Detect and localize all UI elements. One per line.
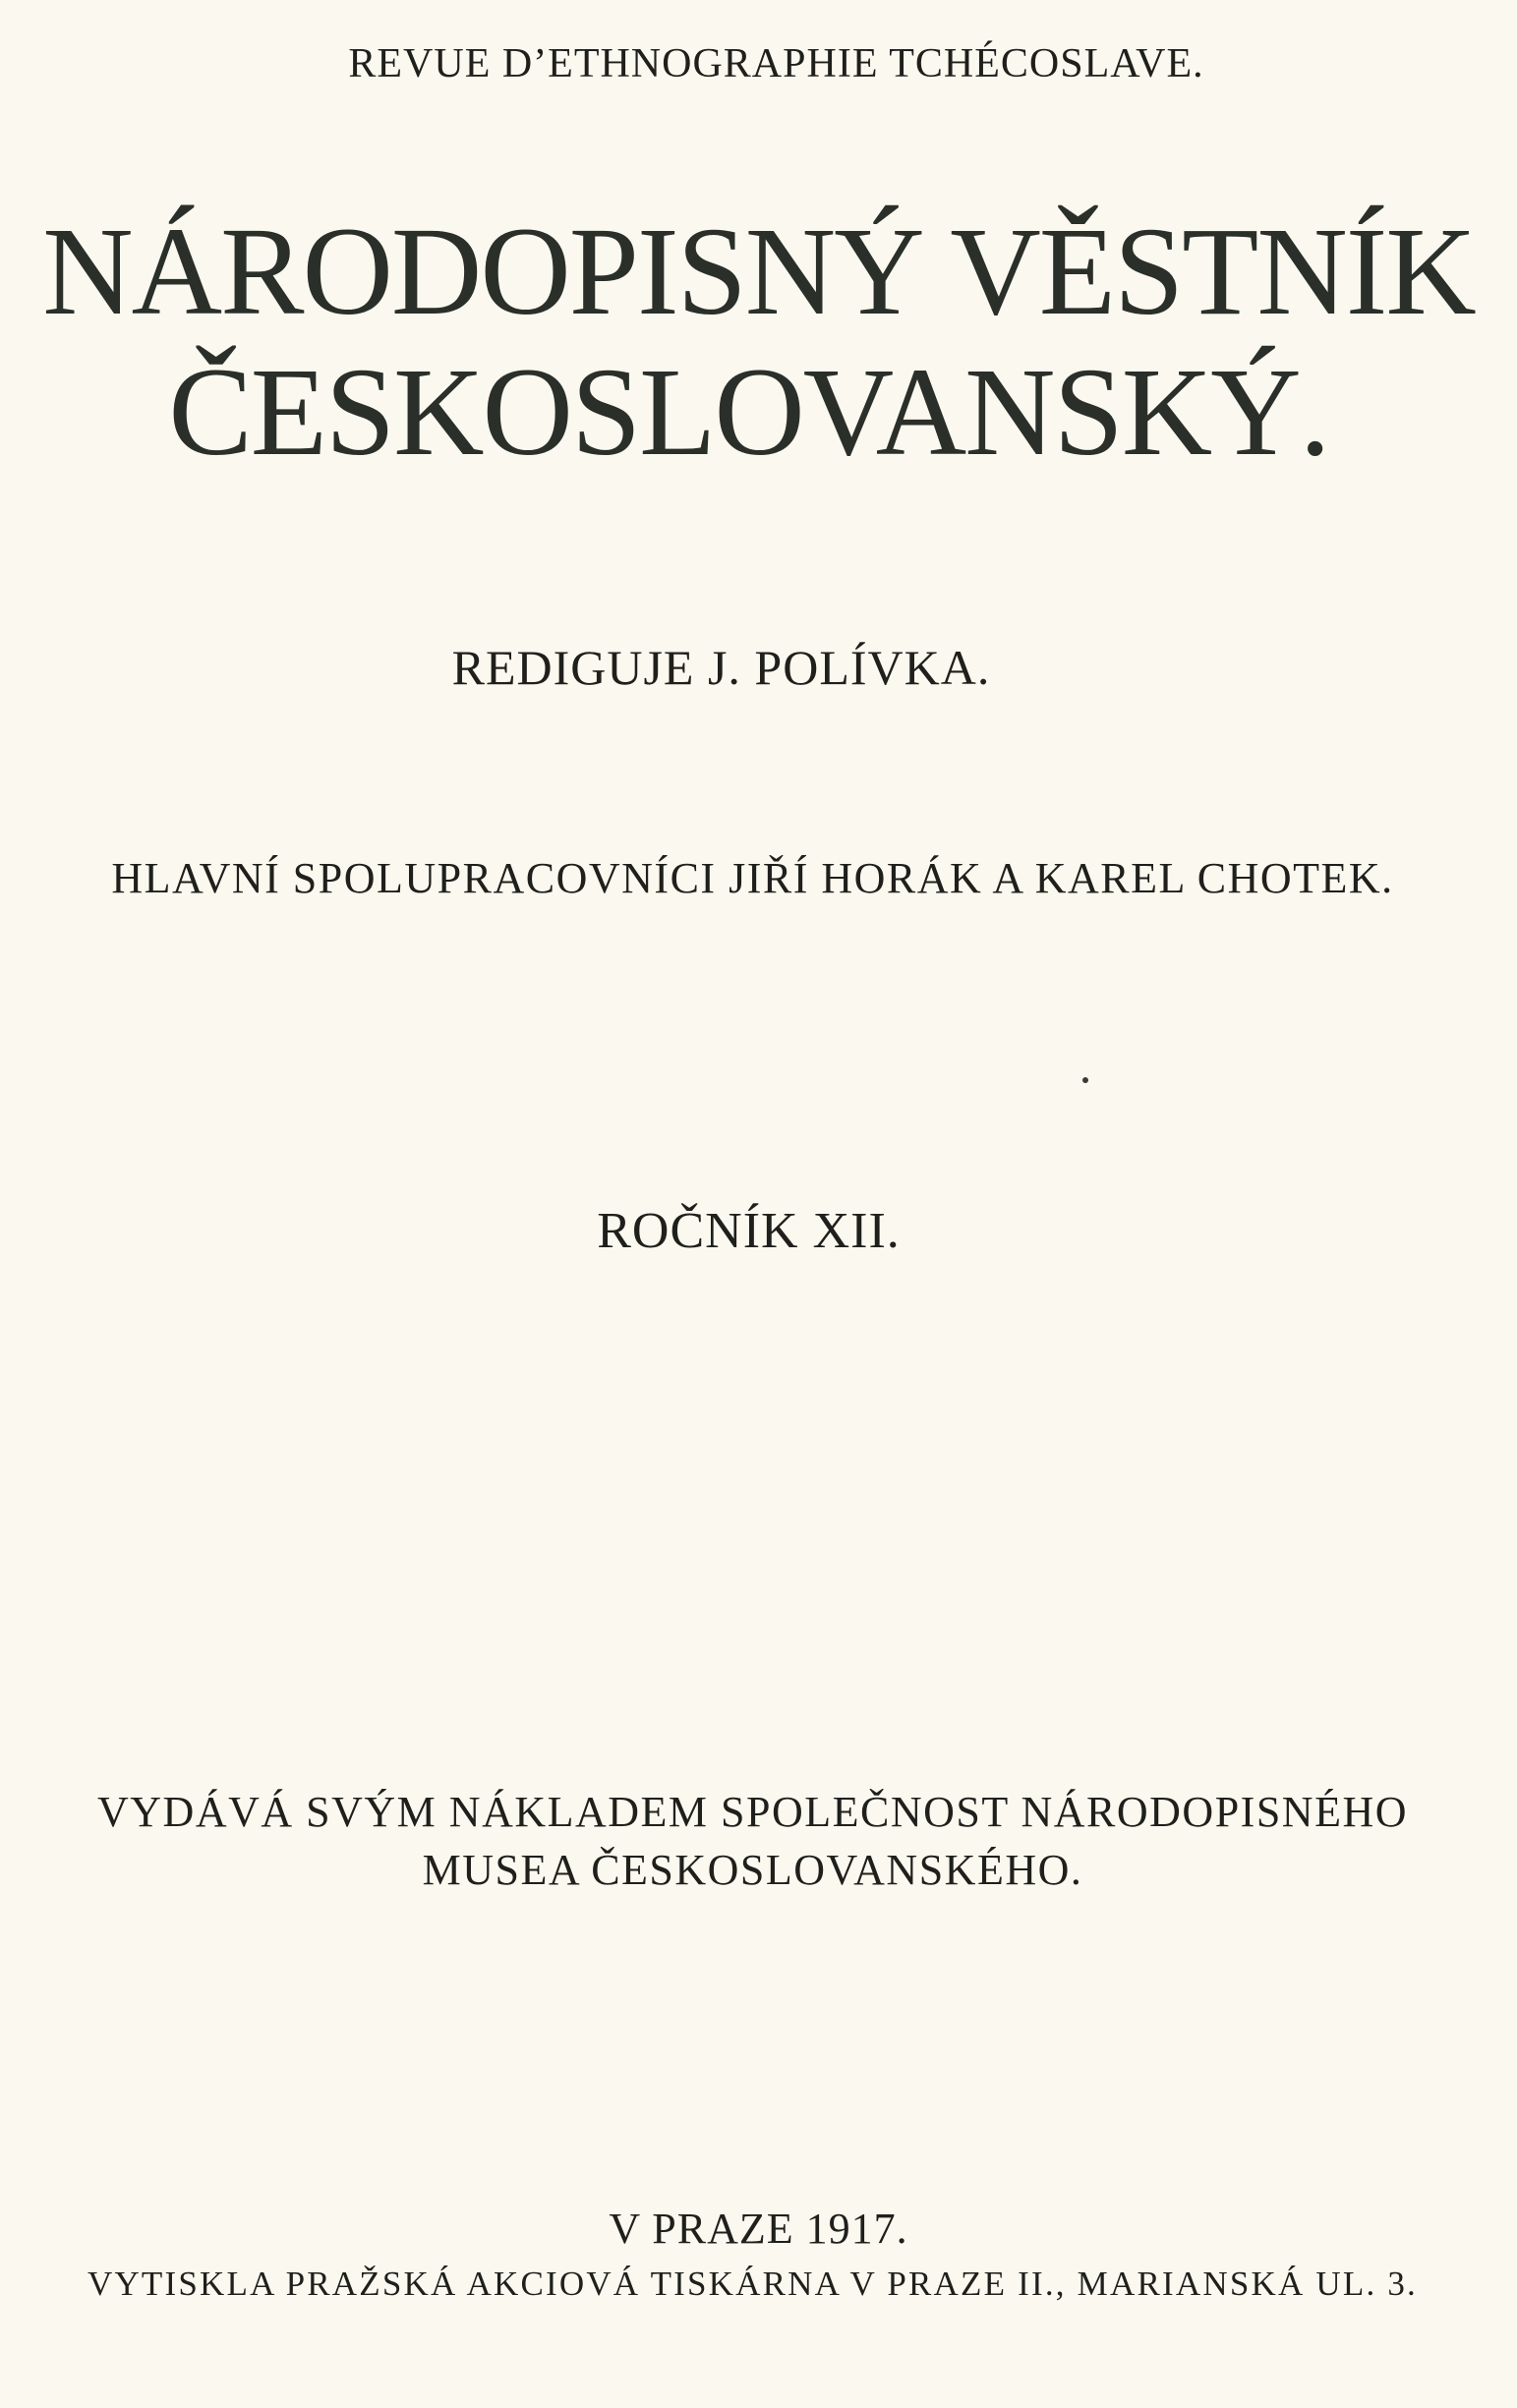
volume-number: ROČNÍK XII.	[597, 1203, 901, 1259]
printer-line: VYTISKLA PRAŽSKÁ AKCIOVÁ TISKÁRNA V PRAZE II., MARIANSKÁ UL. 3.	[87, 2265, 1418, 2303]
contributors-line: HLAVNÍ SPOLUPRACOVNÍCI JIŘÍ HORÁK A KAREL CHOTEK.	[111, 854, 1394, 902]
journal-title-line-1: NÁRODOPISNÝ VĚSTNÍK	[42, 201, 1475, 341]
editor-line: REDIGUJE J. POLÍVKA.	[451, 640, 991, 695]
series-title: REVUE D’ETHNOGRAPHIE TCHÉCOSLAVE.	[348, 41, 1204, 86]
place-and-year: V PRAZE 1917.	[609, 2205, 908, 2253]
publisher-line-1: VYDÁVÁ SVÝM NÁKLADEM SPOLEČNOST NÁRODOPISNÉHO	[97, 1788, 1408, 1836]
journal-title-line-2: ČESKOSLOVANSKÝ.	[168, 342, 1329, 482]
publisher-line-2: MUSEA ČESKOSLOVANSKÉHO.	[422, 1846, 1083, 1894]
ink-speck	[1082, 1077, 1088, 1083]
